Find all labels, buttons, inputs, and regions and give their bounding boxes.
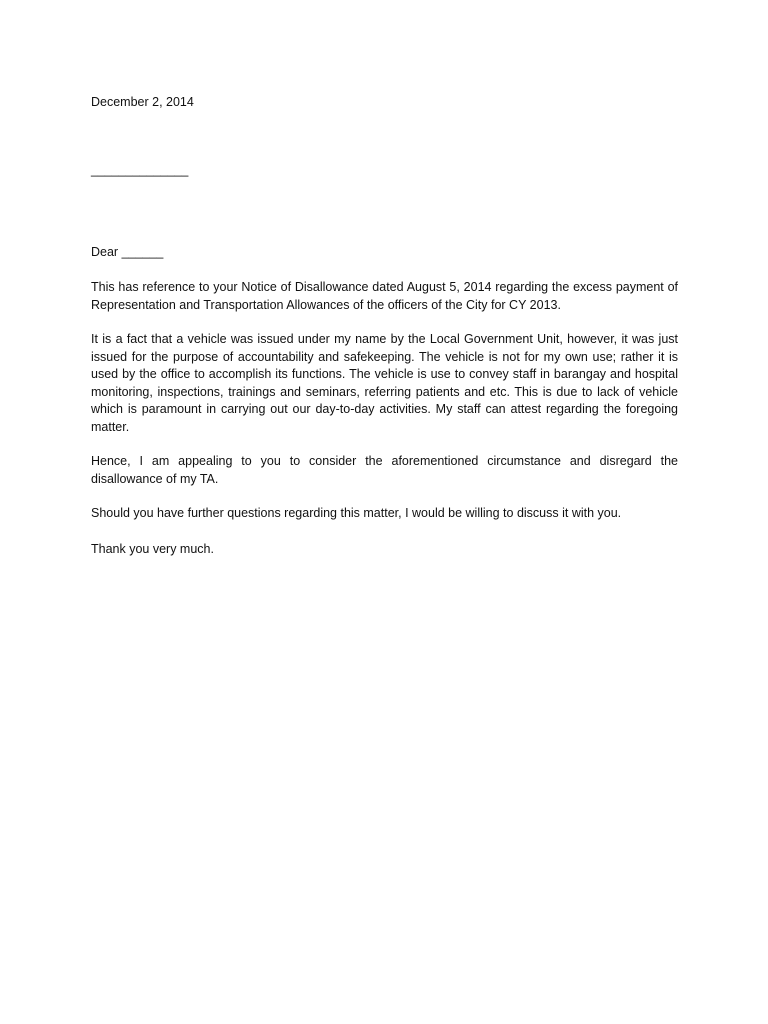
recipient-blank: ______________ [91,163,189,177]
paragraph-appeal: Hence, I am appealing to you to consider the aforementioned circumstance and disregard the disallowance of my TA. [91,454,678,486]
paragraph-further-questions: Should you have further questions regarding this matter, I would be willing to discuss it with you. [91,506,622,520]
paragraph-reference: This has reference to your Notice of Disallowance dated August 5, 2014 regarding the excess payment of Representation and Transportation Allowances of the officers of the City for CY 2013. [91,280,678,312]
closing: Thank you very much. [91,542,214,556]
salutation: Dear ______ [91,245,164,259]
paragraph-explanation: It is a fact that a vehicle was issued under my name by the Local Government Unit, however, it was just issued for the purpose of accountability and safekeeping. The vehicle is not for my own use; rather it is used by the office to accomplish its functions. The vehicle is use to convey staff in barangay and hospital monitoring, inspections, trainings and seminars, referring patients and etc. This is due to lack of vehicle which is paramount in carrying out our day-to-day activities. My staff can attest regarding the foregoing matter. [91,332,678,434]
letter-date: December 2, 2014 [91,95,194,109]
